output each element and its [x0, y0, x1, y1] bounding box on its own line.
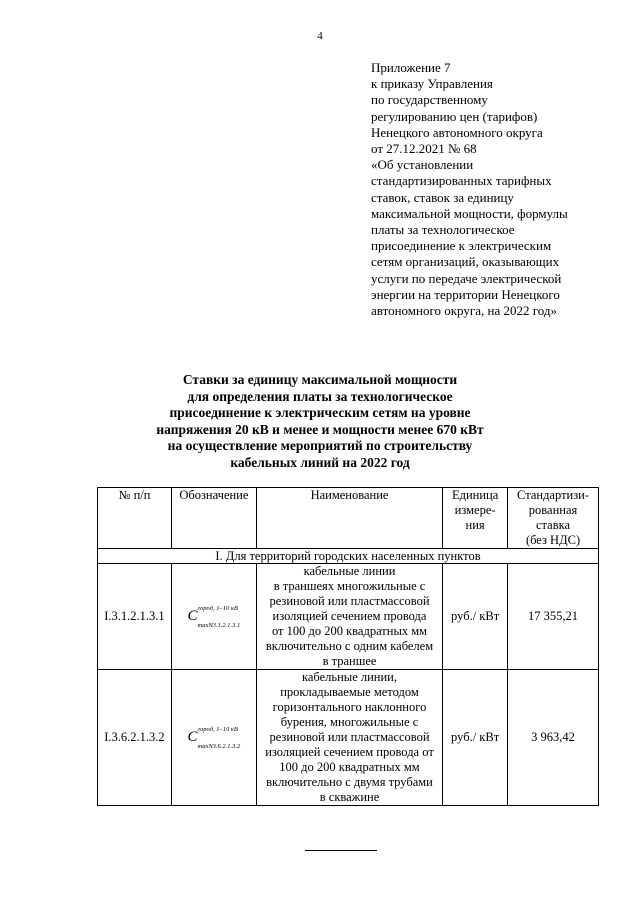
name-line: резиновой или пластмассовой — [269, 730, 430, 744]
appendix-line: от 27.12.2021 № 68 — [371, 141, 477, 157]
name-line: 100 до 200 квадратных мм — [279, 760, 420, 774]
header-rate — [508, 488, 599, 549]
header-rate-line: (без НДС) — [525, 533, 581, 547]
rate-symbol — [187, 604, 241, 629]
row-rate: 3 963,42 — [508, 670, 599, 806]
header-rate-line: рованная — [528, 503, 578, 517]
row-name — [256, 564, 442, 670]
appendix-line: энергии на территории Ненецкого — [371, 286, 560, 302]
symbol-sup: город, 1–10 кВ — [197, 725, 238, 733]
name-line: от 100 до 200 квадратных мм — [271, 624, 428, 638]
row-name — [256, 670, 442, 806]
name-line: прокладываемые методом — [280, 685, 419, 699]
header-rate-line: ставка — [536, 518, 571, 532]
title-line: присоединение к электрическим сетям на уровне — [169, 405, 471, 420]
appendix-line: присоединение к электрическим — [371, 238, 552, 254]
header-designation: Обозначение — [171, 488, 256, 549]
header-num: № п/п — [98, 488, 172, 549]
symbol-sub: maxN3.6.2.1.3.2 — [197, 742, 241, 750]
page-number: 4 — [317, 30, 323, 42]
row-num: I.3.6.2.1.3.2 — [98, 670, 172, 806]
name-line: изоляцией сечением провода — [272, 609, 427, 623]
appendix-line: Приложение 7 — [371, 60, 451, 75]
row-symbol — [171, 564, 256, 670]
symbol-sup: город, 1–10 кВ — [197, 604, 238, 612]
symbol-base: C — [187, 728, 198, 745]
appendix-line: стандартизированных тарифных — [371, 173, 552, 189]
header-unit-line: измере- — [454, 503, 496, 517]
table-row — [98, 670, 599, 806]
name-line: включительно с двумя трубами — [266, 775, 433, 789]
appendix-line: к приказу Управления — [371, 76, 493, 92]
appendix-block — [371, 60, 611, 319]
appendix-line: ставок, ставок за единицу — [371, 189, 514, 205]
document-title — [80, 372, 560, 471]
row-unit: руб./ кВт — [443, 670, 508, 806]
name-line: кабельные линии, — [302, 670, 397, 684]
appendix-line: по государственному — [371, 92, 488, 108]
appendix-line: автономного округа, на 2022 год» — [371, 303, 557, 319]
name-line: кабельные линии — [303, 564, 396, 578]
name-line: в траншеях многожильные с — [273, 579, 426, 593]
row-rate: 17 355,21 — [508, 564, 599, 670]
footer-divider — [305, 850, 377, 851]
title-line: напряжения 20 кВ и менее и мощности менее 670 кВт — [156, 421, 484, 437]
appendix-line: услуги по передаче электрической — [371, 270, 562, 286]
appendix-line: Ненецкого автономного округа — [371, 124, 543, 140]
appendix-line: максимальной мощности, формулы — [371, 205, 568, 221]
header-unit-line: ния — [465, 518, 485, 532]
name-line: горизонтального наклонного — [272, 700, 427, 714]
name-line: изоляцией сечением провода от — [265, 745, 434, 759]
header-name: Наименование — [256, 488, 442, 549]
header-unit-line: Единица — [451, 488, 499, 502]
symbol-sub: maxN3.1.2.1.3.1 — [197, 621, 241, 629]
rates-table — [97, 487, 599, 806]
title-line: на осуществление мероприятий по строительству — [167, 438, 473, 453]
header-rate-line: Стандартизи- — [517, 488, 590, 502]
name-line: резиновой или пластмассовой — [269, 594, 430, 608]
appendix-line: платы за технологическое — [371, 222, 515, 238]
name-line: включительно с одним кабелем — [265, 639, 434, 653]
table-row — [98, 564, 599, 670]
title-line: кабельных линий на 2022 год — [230, 454, 410, 470]
name-line: в траншее — [322, 654, 377, 668]
row-symbol — [171, 670, 256, 806]
header-unit — [443, 488, 508, 549]
name-line: в скважине — [319, 790, 380, 804]
title-line: Ставки за единицу максимальной мощности — [182, 372, 458, 387]
appendix-line: регулированию цен (тарифов) — [371, 108, 538, 124]
appendix-line: «Об установлении — [371, 157, 474, 173]
symbol-base: C — [187, 607, 198, 624]
name-line: бурения, многожильные с — [280, 715, 419, 729]
rate-symbol — [187, 725, 241, 750]
section-heading: I. Для территорий городских населенных пунктов — [98, 549, 599, 564]
appendix-line: сетям организаций, оказывающих — [371, 254, 560, 270]
title-line: для определения платы за технологическое — [187, 388, 453, 404]
row-unit: руб./ кВт — [443, 564, 508, 670]
row-num: I.3.1.2.1.3.1 — [98, 564, 172, 670]
